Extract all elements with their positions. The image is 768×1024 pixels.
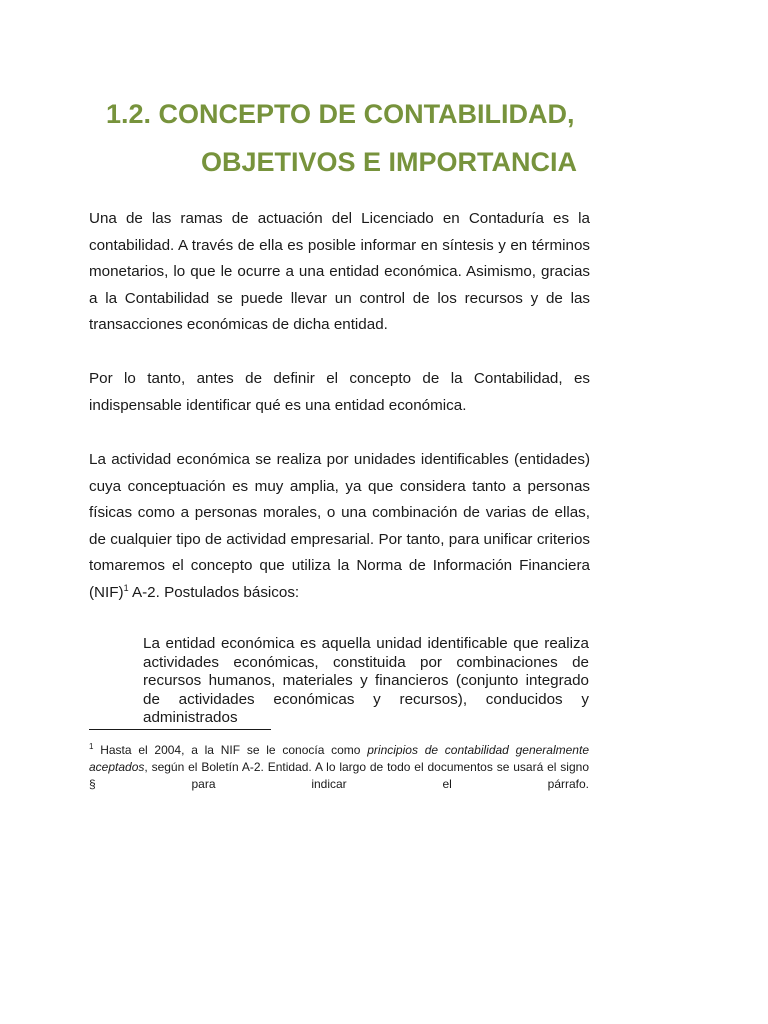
section-title-line-1: 1.2. CONCEPTO DE CONTABILIDAD, [106,99,575,129]
paragraph-3-tail: A-2. Postulados básicos: [128,583,300,601]
footnote-text-start: Hasta el 2004, a la NIF se le conocía como [93,743,368,757]
footnote-separator [89,729,271,730]
footnote [89,742,589,793]
paragraph-1: Una de las ramas de actuación del Licenciado en Contaduría es la contabilidad. A través de ella es posible informar en síntesis y en términos monetarios, lo que le ocurre a una entidad económica. Asimismo, gracias a la Contabilidad se puede llevar un control de los recursos y de las transacciones económicas de dicha entidad. [89,210,590,334]
block-quote: La entidad económica es aquella unidad identificable que realiza actividades económicas, constituida por combinaciones de recursos humanos, materiales y financieros (conjunto integrado de actividades económicas y recursos), conducidos y administrados [143,635,589,727]
paragraph-3-text: La actividad económica se realiza por unidades identificables (entidades) cuya conceptuación es muy amplia, ya que considera tanto a personas físicas como a personas morales, o una combinación de varias de ellas, de cualquier tipo de actividad empresarial. Por tanto, para unificar criterios tomaremos el concepto que utiliza la Norma de Información Financiera (NIF) [89,451,590,601]
paragraph-2: Por lo tanto, antes de definir el concepto de la Contabilidad, es indispensable identificar qué es una entidad económica. [89,370,590,414]
footnote-number: 1 [89,742,94,751]
paragraph-3 [89,447,590,607]
footnote-text-end: , según el Boletín A-2. Entidad. A lo largo de todo el documentos se usará el signo § para indicar el párrafo. [89,760,589,791]
section-title-line-2: OBJETIVOS E IMPORTANCIA [201,147,578,177]
footnote-reference: 1 [123,582,129,593]
footnote-emphasis: principios de contabilidad generalmente aceptados [89,743,589,774]
